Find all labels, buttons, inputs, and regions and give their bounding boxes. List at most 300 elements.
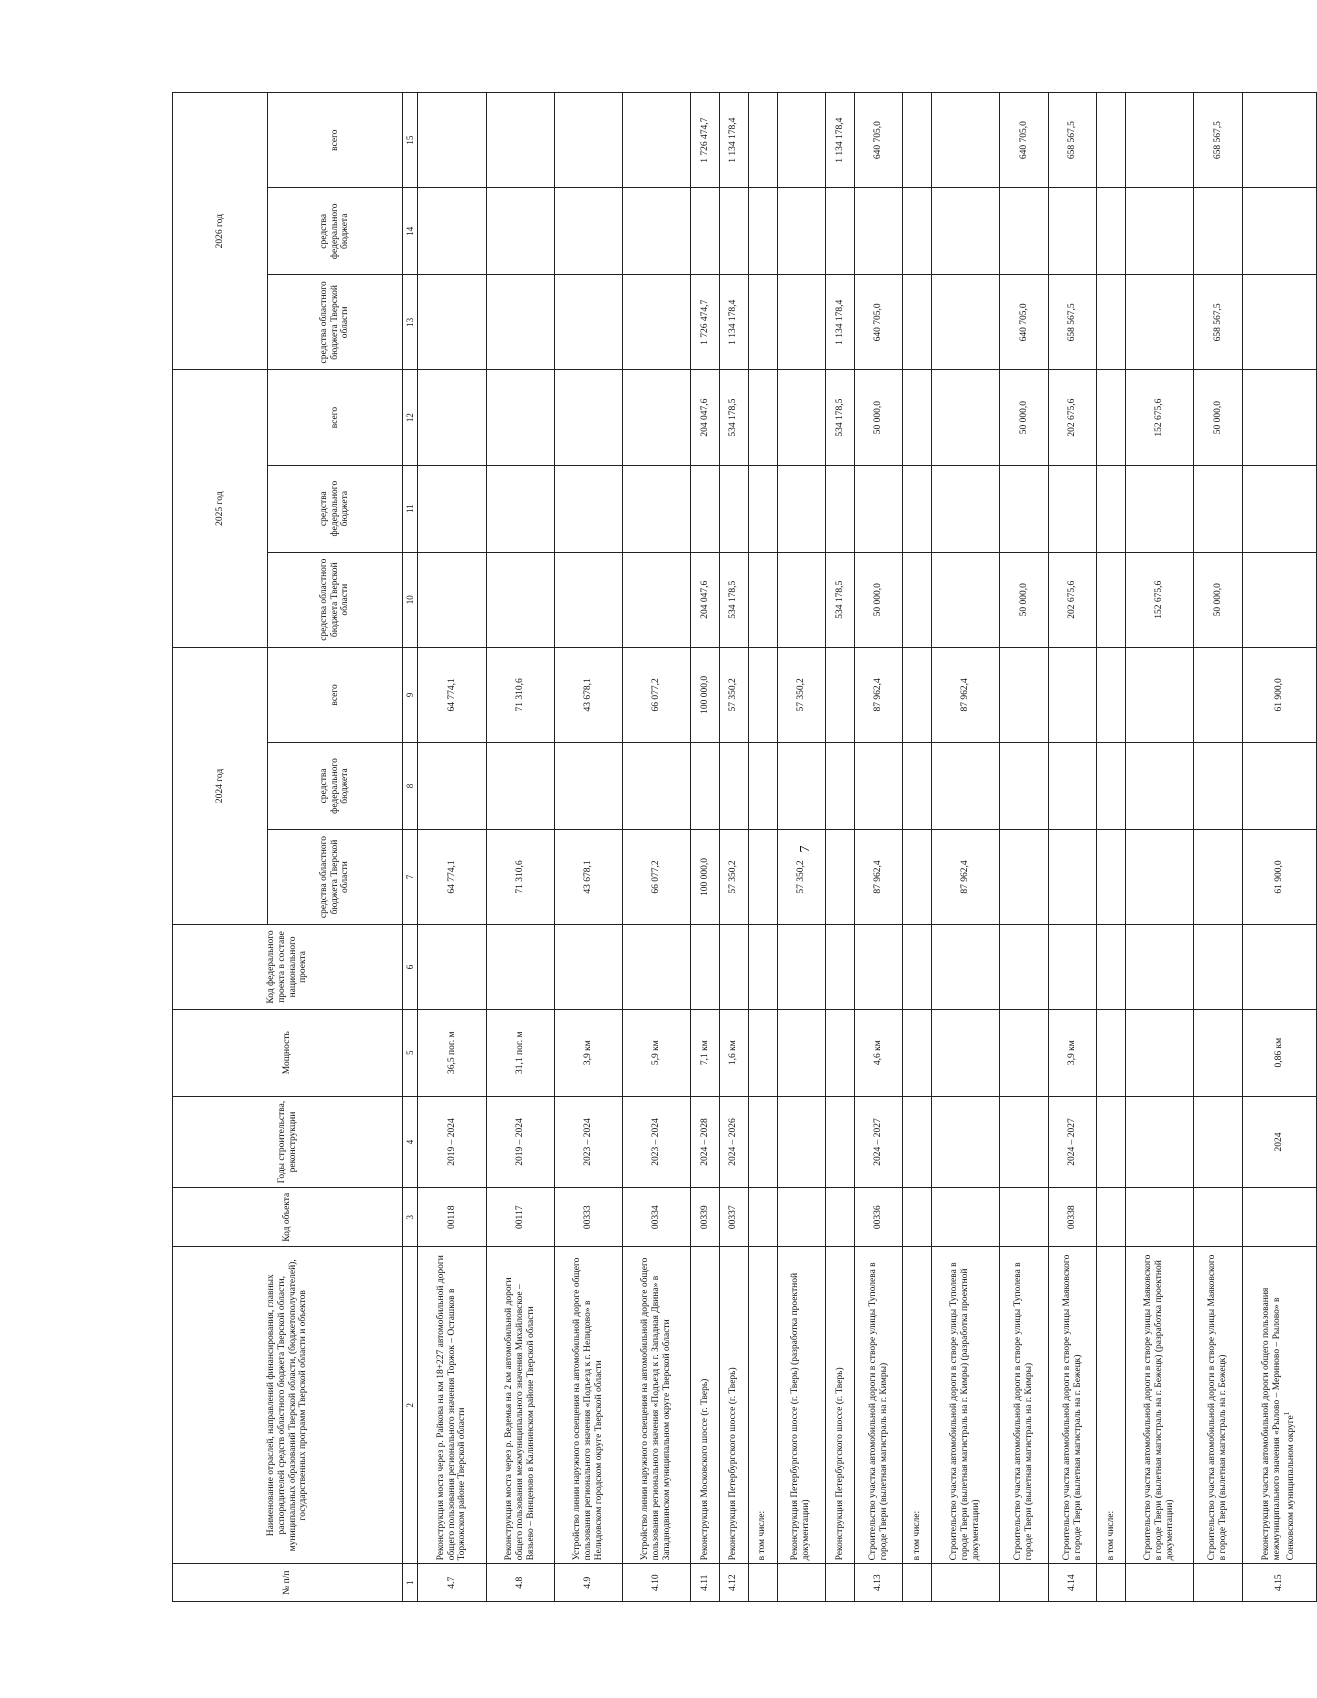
cell-code bbox=[1097, 1188, 1126, 1247]
cell-capacity: 0,86 км bbox=[1242, 1009, 1316, 1096]
cell-c15: 640 705,0 bbox=[1000, 93, 1049, 188]
cell-fed bbox=[1097, 925, 1126, 1010]
cell-code bbox=[932, 1188, 1000, 1247]
table-row bbox=[720, 93, 749, 1602]
table-row bbox=[486, 93, 554, 1602]
header-2026: 2026 год bbox=[173, 93, 268, 370]
cell-years: 2024 – 2026 bbox=[720, 1096, 749, 1188]
cell-c12 bbox=[777, 370, 826, 465]
column-number-row bbox=[403, 93, 418, 1602]
cell-c12: 204 047,6 bbox=[691, 370, 720, 465]
cell-name: Реконструкция Петербургского шоссе (г. Тверь) bbox=[826, 1247, 855, 1564]
cell-c7 bbox=[826, 829, 855, 924]
cell-years: 2019 – 2024 bbox=[418, 1096, 486, 1188]
column-number: 4 bbox=[403, 1096, 418, 1188]
cell-c12 bbox=[1097, 370, 1126, 465]
cell-c12 bbox=[418, 370, 486, 465]
cell-c10: 50 000,0 bbox=[1194, 552, 1243, 647]
cell-code bbox=[777, 1188, 826, 1247]
cell-num bbox=[1000, 1564, 1049, 1602]
cell-years bbox=[777, 1096, 826, 1188]
cell-capacity bbox=[932, 1009, 1000, 1096]
cell-c14 bbox=[748, 188, 777, 275]
table-row bbox=[932, 93, 1000, 1602]
cell-c10 bbox=[903, 552, 932, 647]
cell-name: Реконструкция моста через р. Райкова на км 18+227 автомобильной дороги общего пользования регионального значения Торжок – Осташков в Торжокском районе Тверской области bbox=[418, 1247, 486, 1564]
cell-fed bbox=[777, 925, 826, 1010]
column-number: 11 bbox=[403, 465, 418, 552]
header-num: № п/п bbox=[173, 1564, 403, 1602]
cell-c13 bbox=[554, 275, 622, 370]
cell-c12: 534 178,5 bbox=[826, 370, 855, 465]
cell-c8 bbox=[1097, 743, 1126, 830]
cell-c10: 534 178,5 bbox=[826, 552, 855, 647]
cell-years bbox=[1097, 1096, 1126, 1188]
cell-code bbox=[748, 1188, 777, 1247]
cell-c9: 71 310,6 bbox=[486, 647, 554, 742]
cell-c9 bbox=[1048, 647, 1097, 742]
cell-capacity: 3,9 км bbox=[554, 1009, 622, 1096]
cell-num: 4.12 bbox=[720, 1564, 749, 1602]
table-row bbox=[1126, 93, 1194, 1602]
cell-num bbox=[826, 1564, 855, 1602]
cell-c13: 640 705,0 bbox=[854, 275, 903, 370]
table-row bbox=[748, 93, 777, 1602]
cell-c10: 152 675,6 bbox=[1126, 552, 1194, 647]
cell-fed bbox=[1126, 925, 1194, 1010]
cell-code: 00118 bbox=[418, 1188, 486, 1247]
cell-c13 bbox=[1097, 275, 1126, 370]
cell-code: 00334 bbox=[623, 1188, 691, 1247]
cell-fed bbox=[854, 925, 903, 1010]
cell-years bbox=[1000, 1096, 1049, 1188]
cell-c7 bbox=[748, 829, 777, 924]
cell-c9 bbox=[903, 647, 932, 742]
cell-c12 bbox=[486, 370, 554, 465]
cell-c7 bbox=[903, 829, 932, 924]
cell-name bbox=[1242, 1247, 1316, 1564]
column-number: 13 bbox=[403, 275, 418, 370]
cell-name: Реконструкция моста через р. Ведемья на 2 км автомобильной дороги общего пользования межмуниципального значения Михайловское – Вязьево – Винценово в Калининском районе Тверской области bbox=[486, 1247, 554, 1564]
cell-years: 2024 – 2027 bbox=[854, 1096, 903, 1188]
cell-num bbox=[1097, 1564, 1126, 1602]
cell-code: 00117 bbox=[486, 1188, 554, 1247]
cell-num: 4.8 bbox=[486, 1564, 554, 1602]
cell-c11 bbox=[1000, 465, 1049, 552]
cell-fed bbox=[418, 925, 486, 1010]
cell-c10: 50 000,0 bbox=[854, 552, 903, 647]
header-2025: 2025 год bbox=[173, 370, 268, 647]
cell-c8 bbox=[826, 743, 855, 830]
cell-c9: 57 350,2 bbox=[777, 647, 826, 742]
cell-num: 4.10 bbox=[623, 1564, 691, 1602]
cell-c7: 87 962,4 bbox=[854, 829, 903, 924]
cell-name: в том числе: bbox=[1097, 1247, 1126, 1564]
cell-code: 00333 bbox=[554, 1188, 622, 1247]
table-row bbox=[1242, 93, 1316, 1602]
cell-capacity: 7,1 км bbox=[691, 1009, 720, 1096]
cell-name: Строительство участка автомобильной дороги в створе улицы Маяковского в городе Твери (вылетная магистраль на г. Бежецк) bbox=[1048, 1247, 1097, 1564]
cell-code: 00337 bbox=[720, 1188, 749, 1247]
cell-c11 bbox=[486, 465, 554, 552]
cell-c9 bbox=[748, 647, 777, 742]
cell-c13: 640 705,0 bbox=[1000, 275, 1049, 370]
cell-c15 bbox=[1097, 93, 1126, 188]
column-number: 1 bbox=[403, 1564, 418, 1602]
cell-name: в том числе: bbox=[748, 1247, 777, 1564]
cell-c11 bbox=[720, 465, 749, 552]
cell-c8 bbox=[932, 743, 1000, 830]
column-number: 8 bbox=[403, 743, 418, 830]
cell-c8 bbox=[623, 743, 691, 830]
cell-c15 bbox=[777, 93, 826, 188]
table-row bbox=[777, 93, 826, 1602]
column-number: 7 bbox=[403, 829, 418, 924]
cell-code bbox=[1126, 1188, 1194, 1247]
header-regional-2024: средства областного бюджета Тверской области bbox=[268, 829, 403, 924]
cell-c11 bbox=[1242, 465, 1316, 552]
cell-capacity: 5,9 км bbox=[623, 1009, 691, 1096]
cell-c15 bbox=[623, 93, 691, 188]
cell-c15 bbox=[1242, 93, 1316, 188]
cell-c11 bbox=[418, 465, 486, 552]
cell-capacity: 3,9 км bbox=[1048, 1009, 1097, 1096]
cell-num bbox=[1126, 1564, 1194, 1602]
cell-c14 bbox=[1048, 188, 1097, 275]
cell-c9: 43 678,1 bbox=[554, 647, 622, 742]
cell-code bbox=[1194, 1188, 1243, 1247]
header-total-2024: всего bbox=[268, 647, 403, 742]
cell-c11 bbox=[748, 465, 777, 552]
cell-years bbox=[826, 1096, 855, 1188]
cell-code bbox=[1000, 1188, 1049, 1247]
cell-name: Реконструкция Петербургского шоссе (г. Тверь) bbox=[720, 1247, 749, 1564]
cell-fed bbox=[932, 925, 1000, 1010]
cell-c10 bbox=[554, 552, 622, 647]
cell-c15 bbox=[486, 93, 554, 188]
cell-c11 bbox=[903, 465, 932, 552]
cell-c11 bbox=[854, 465, 903, 552]
cell-c14 bbox=[1194, 188, 1243, 275]
cell-name: Строительство участка автомобильной дороги в створе улицы Туполева в городе Твери (вылетная магистраль на г. Кимры) bbox=[1000, 1247, 1049, 1564]
cell-c8 bbox=[854, 743, 903, 830]
table-row bbox=[826, 93, 855, 1602]
cell-c14 bbox=[903, 188, 932, 275]
cell-c7 bbox=[1097, 829, 1126, 924]
cell-num bbox=[1194, 1564, 1243, 1602]
cell-years bbox=[748, 1096, 777, 1188]
footnote-marker: 1 bbox=[1283, 1411, 1292, 1416]
cell-c13 bbox=[418, 275, 486, 370]
cell-c7: 100 000,0 bbox=[691, 829, 720, 924]
cell-name: Строительство участка автомобильной дороги в створе улицы Маяковского в городе Твери (вылетная магистраль на г. Бежецк) (разработка проектной документации) bbox=[1126, 1247, 1194, 1564]
table-row bbox=[854, 93, 903, 1602]
cell-name: Реконструкция Петербургского шоссе (г. Тверь) (разработка проектной документации) bbox=[777, 1247, 826, 1564]
cell-num: 4.9 bbox=[554, 1564, 622, 1602]
cell-c7: 71 310,6 bbox=[486, 829, 554, 924]
cell-name: Реконструкция Московского шоссе (г. Тверь) bbox=[691, 1247, 720, 1564]
cell-c13 bbox=[486, 275, 554, 370]
cell-c14 bbox=[486, 188, 554, 275]
cell-name: Строительство участка автомобильной дороги в створе улицы Туполева в городе Твери (вылетная магистраль на г. Кимры) (разработка проектной документации) bbox=[932, 1247, 1000, 1564]
cell-c7: 66 077,2 bbox=[623, 829, 691, 924]
cell-c8 bbox=[1194, 743, 1243, 830]
cell-fed bbox=[903, 925, 932, 1010]
header-regional-2026: средства областного бюджета Тверской области bbox=[268, 275, 403, 370]
cell-years bbox=[903, 1096, 932, 1188]
cell-fed bbox=[1048, 925, 1097, 1010]
cell-c8 bbox=[1000, 743, 1049, 830]
cell-c11 bbox=[932, 465, 1000, 552]
cell-fed bbox=[748, 925, 777, 1010]
cell-c12: 50 000,0 bbox=[1000, 370, 1049, 465]
cell-c10 bbox=[623, 552, 691, 647]
column-number: 15 bbox=[403, 93, 418, 188]
cell-fed bbox=[720, 925, 749, 1010]
rotated-table-container bbox=[172, 92, 1317, 1602]
cell-c7: 64 774,1 bbox=[418, 829, 486, 924]
cell-c12: 50 000,0 bbox=[854, 370, 903, 465]
cell-c13 bbox=[1126, 275, 1194, 370]
cell-num bbox=[932, 1564, 1000, 1602]
cell-c14 bbox=[826, 188, 855, 275]
table-row bbox=[554, 93, 622, 1602]
cell-code: 00339 bbox=[691, 1188, 720, 1247]
cell-fed bbox=[1194, 925, 1243, 1010]
cell-c15: 640 705,0 bbox=[854, 93, 903, 188]
cell-c9: 64 774,1 bbox=[418, 647, 486, 742]
cell-fed bbox=[623, 925, 691, 1010]
cell-num bbox=[748, 1564, 777, 1602]
cell-capacity: 4,6 км bbox=[854, 1009, 903, 1096]
cell-c11 bbox=[1097, 465, 1126, 552]
cell-years: 2024 bbox=[1242, 1096, 1316, 1188]
budget-table bbox=[172, 92, 1317, 1602]
cell-c12 bbox=[748, 370, 777, 465]
cell-c15 bbox=[932, 93, 1000, 188]
cell-code: 00338 bbox=[1048, 1188, 1097, 1247]
table-row bbox=[1097, 93, 1126, 1602]
table-row bbox=[1194, 93, 1243, 1602]
cell-name: Строительство участка автомобильной дороги в створе улицы Туполева в городе Твери (вылетная магистраль на г. Кимры) bbox=[854, 1247, 903, 1564]
cell-c7: 57 350,2 bbox=[777, 829, 826, 924]
header-name: Наименование отраслей, направлений финансирования, главных распорядителей средств областного бюджета Тверской области, муниципальных образований Тверской области, (бюджетополучателей), государственных программ Тверской области и объектов bbox=[173, 1247, 403, 1564]
cell-c13: 1 726 474,7 bbox=[691, 275, 720, 370]
cell-c10 bbox=[1242, 552, 1316, 647]
cell-years: 2023 – 2024 bbox=[623, 1096, 691, 1188]
cell-c15: 1 134 178,4 bbox=[826, 93, 855, 188]
cell-fed bbox=[554, 925, 622, 1010]
cell-c9 bbox=[1126, 647, 1194, 742]
cell-c7: 57 350,2 bbox=[720, 829, 749, 924]
cell-capacity bbox=[1097, 1009, 1126, 1096]
cell-c8 bbox=[748, 743, 777, 830]
cell-years: 2019 – 2024 bbox=[486, 1096, 554, 1188]
cell-name: в том числе: bbox=[903, 1247, 932, 1564]
cell-c15: 658 567,5 bbox=[1194, 93, 1243, 188]
cell-fed bbox=[1242, 925, 1316, 1010]
cell-years bbox=[932, 1096, 1000, 1188]
cell-c10: 202 675,6 bbox=[1048, 552, 1097, 647]
cell-capacity bbox=[777, 1009, 826, 1096]
cell-years bbox=[1194, 1096, 1243, 1188]
cell-c11 bbox=[1126, 465, 1194, 552]
cell-c9: 87 962,4 bbox=[854, 647, 903, 742]
header-capacity: Мощность bbox=[173, 1009, 403, 1096]
cell-num bbox=[777, 1564, 826, 1602]
cell-c8 bbox=[418, 743, 486, 830]
cell-c13 bbox=[777, 275, 826, 370]
cell-capacity: 31,1 пог. м bbox=[486, 1009, 554, 1096]
cell-c13: 658 567,5 bbox=[1194, 275, 1243, 370]
cell-c10: 50 000,0 bbox=[1000, 552, 1049, 647]
cell-c8 bbox=[691, 743, 720, 830]
header-total-2026: всего bbox=[268, 93, 403, 188]
cell-c7: 87 962,4 bbox=[932, 829, 1000, 924]
cell-c8 bbox=[720, 743, 749, 830]
column-number: 3 bbox=[403, 1188, 418, 1247]
cell-c9: 61 900,0 bbox=[1242, 647, 1316, 742]
cell-c12 bbox=[1242, 370, 1316, 465]
cell-c14 bbox=[1242, 188, 1316, 275]
table-body bbox=[418, 93, 1317, 1602]
column-number: 12 bbox=[403, 370, 418, 465]
cell-c14 bbox=[1126, 188, 1194, 275]
cell-c7: 61 900,0 bbox=[1242, 829, 1316, 924]
header-federal-2025: средства федерального бюджета bbox=[268, 465, 403, 552]
column-number: 5 bbox=[403, 1009, 418, 1096]
cell-c14 bbox=[554, 188, 622, 275]
cell-c12: 202 675,6 bbox=[1048, 370, 1097, 465]
column-number: 14 bbox=[403, 188, 418, 275]
cell-c7 bbox=[1194, 829, 1243, 924]
header-federal-2026: средства федерального бюджета bbox=[268, 188, 403, 275]
cell-c9 bbox=[826, 647, 855, 742]
cell-capacity bbox=[1126, 1009, 1194, 1096]
cell-capacity: 1,6 км bbox=[720, 1009, 749, 1096]
cell-c14 bbox=[777, 188, 826, 275]
cell-c11 bbox=[826, 465, 855, 552]
cell-c15 bbox=[748, 93, 777, 188]
cell-c10: 204 047,6 bbox=[691, 552, 720, 647]
cell-c12: 152 675,6 bbox=[1126, 370, 1194, 465]
cell-c11 bbox=[777, 465, 826, 552]
cell-c9: 87 962,4 bbox=[932, 647, 1000, 742]
cell-c14 bbox=[1097, 188, 1126, 275]
header-federal-2024: средства федерального бюджета bbox=[268, 743, 403, 830]
cell-c14 bbox=[1000, 188, 1049, 275]
cell-name: Устройство линии наружного освещения на автомобильной дороге общего пользования регионального значения «Подъезд к г. Западная Двина» в Западнодвинском муниципальном округе Тверской области bbox=[623, 1247, 691, 1564]
header-federal-project-code: Код федерального проекта в составе национального проекта bbox=[173, 925, 403, 1010]
cell-c14 bbox=[691, 188, 720, 275]
table-row bbox=[623, 93, 691, 1602]
cell-num: 4.15 bbox=[1242, 1564, 1316, 1602]
cell-num: 4.14 bbox=[1048, 1564, 1097, 1602]
column-number: 2 bbox=[403, 1247, 418, 1564]
row-name-text: Реконструкция участка автомобильной дороги общего пользования межмуниципального значения «Рылово – Мериново – Рылово» в Сонковском муниципальном округе bbox=[1261, 1287, 1297, 1561]
cell-c8 bbox=[1126, 743, 1194, 830]
cell-code: 00336 bbox=[854, 1188, 903, 1247]
cell-c14 bbox=[623, 188, 691, 275]
cell-c12 bbox=[903, 370, 932, 465]
cell-c14 bbox=[418, 188, 486, 275]
cell-c12 bbox=[554, 370, 622, 465]
cell-c8 bbox=[777, 743, 826, 830]
cell-code bbox=[826, 1188, 855, 1247]
cell-name: Устройство линии наружного освещения на автомобильной дороге общего пользования регионального значения «Подъезд к г. Нелидово» в Нелидовском городском округе Тверской области bbox=[554, 1247, 622, 1564]
cell-c11 bbox=[1194, 465, 1243, 552]
cell-c13 bbox=[903, 275, 932, 370]
cell-c13: 658 567,5 bbox=[1048, 275, 1097, 370]
cell-c10 bbox=[748, 552, 777, 647]
cell-fed bbox=[691, 925, 720, 1010]
cell-c11 bbox=[623, 465, 691, 552]
header-2024: 2024 год bbox=[173, 647, 268, 924]
cell-c9: 66 077,2 bbox=[623, 647, 691, 742]
cell-c9: 100 000,0 bbox=[691, 647, 720, 742]
cell-c15: 1 726 474,7 bbox=[691, 93, 720, 188]
table-row bbox=[903, 93, 932, 1602]
cell-c13: 1 134 178,4 bbox=[720, 275, 749, 370]
cell-name: Строительство участка автомобильной дороги в створе улицы Маяковского в городе Твери (вылетная магистраль на г. Бежецк) bbox=[1194, 1247, 1243, 1564]
cell-c12 bbox=[623, 370, 691, 465]
cell-code bbox=[1242, 1188, 1316, 1247]
cell-years: 2023 – 2024 bbox=[554, 1096, 622, 1188]
cell-c8 bbox=[903, 743, 932, 830]
table-row bbox=[691, 93, 720, 1602]
cell-c9 bbox=[1000, 647, 1049, 742]
page-number: 7 bbox=[798, 845, 813, 853]
cell-c11 bbox=[691, 465, 720, 552]
cell-c13 bbox=[623, 275, 691, 370]
cell-c15 bbox=[1126, 93, 1194, 188]
cell-c7 bbox=[1000, 829, 1049, 924]
cell-c11 bbox=[554, 465, 622, 552]
cell-c14 bbox=[854, 188, 903, 275]
cell-num: 4.11 bbox=[691, 1564, 720, 1602]
cell-c7 bbox=[1048, 829, 1097, 924]
cell-years bbox=[1126, 1096, 1194, 1188]
cell-c13 bbox=[748, 275, 777, 370]
cell-capacity bbox=[1000, 1009, 1049, 1096]
cell-capacity bbox=[1194, 1009, 1243, 1096]
cell-c8 bbox=[554, 743, 622, 830]
cell-c13: 1 134 178,4 bbox=[826, 275, 855, 370]
cell-c10 bbox=[418, 552, 486, 647]
cell-c8 bbox=[1242, 743, 1316, 830]
cell-num: 4.13 bbox=[854, 1564, 903, 1602]
cell-c13 bbox=[1242, 275, 1316, 370]
header-regional-2025: средства областного бюджета Тверской области bbox=[268, 552, 403, 647]
column-number: 10 bbox=[403, 552, 418, 647]
cell-num: 4.7 bbox=[418, 1564, 486, 1602]
cell-c10: 534 178,5 bbox=[720, 552, 749, 647]
cell-c15 bbox=[554, 93, 622, 188]
header-object-code: Код объекта bbox=[173, 1188, 403, 1247]
cell-c8 bbox=[1048, 743, 1097, 830]
table-row bbox=[1000, 93, 1049, 1602]
cell-years: 2024 – 2027 bbox=[1048, 1096, 1097, 1188]
cell-c10 bbox=[932, 552, 1000, 647]
cell-c10 bbox=[486, 552, 554, 647]
cell-years: 2024 – 2028 bbox=[691, 1096, 720, 1188]
header-years: Годы строительства, реконструкции bbox=[173, 1096, 403, 1188]
table-row bbox=[1048, 93, 1097, 1602]
cell-c8 bbox=[486, 743, 554, 830]
cell-c9 bbox=[1097, 647, 1126, 742]
cell-fed bbox=[826, 925, 855, 1010]
cell-c15 bbox=[903, 93, 932, 188]
